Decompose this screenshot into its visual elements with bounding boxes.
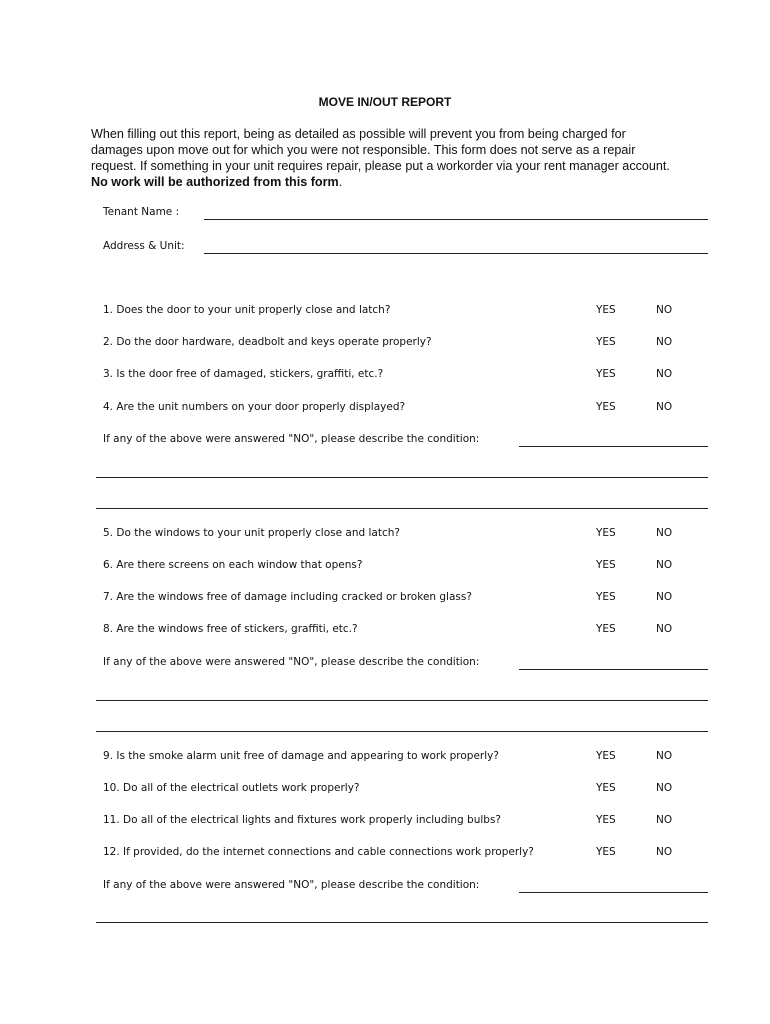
- no-option-6[interactable]: NO: [656, 559, 673, 571]
- intro-text: When filling out this report, being as detailed as possible will prevent you from being charged for damages upon move out for which you were not responsible. This form does not serve as a repair request. If something in your unit requires repair, please put a workorder via your rent manager account.: [91, 127, 670, 173]
- question-5: 5. Do the windows to your unit properly close and latch?: [103, 527, 400, 539]
- page-title: MOVE IN/OUT REPORT: [318, 95, 452, 109]
- describe-field-1[interactable]: [519, 446, 708, 447]
- describe-field-2[interactable]: [519, 669, 708, 670]
- question-4: 4. Are the unit numbers on your door properly displayed?: [103, 401, 406, 413]
- question-9: 9. Is the smoke alarm unit free of damage and appearing to work properly?: [103, 750, 499, 762]
- no-option-11[interactable]: NO: [656, 814, 673, 826]
- yes-option-4[interactable]: YES: [596, 401, 616, 413]
- describe-line-1a[interactable]: [96, 477, 708, 478]
- question-10: 10. Do all of the electrical outlets work properly?: [103, 782, 360, 794]
- yes-option-9[interactable]: YES: [596, 750, 616, 762]
- describe-line-3a[interactable]: [96, 922, 708, 923]
- yes-option-12[interactable]: YES: [596, 846, 616, 858]
- no-option-4[interactable]: NO: [656, 401, 673, 413]
- no-option-2[interactable]: NO: [656, 336, 673, 348]
- question-3: 3. Is the door free of damaged, stickers, graffiti, etc.?: [103, 368, 384, 380]
- yes-option-7[interactable]: YES: [596, 591, 616, 603]
- address-unit-label: Address & Unit:: [103, 240, 185, 252]
- question-2: 2. Do the door hardware, deadbolt and keys operate properly?: [103, 336, 432, 348]
- question-7: 7. Are the windows free of damage including cracked or broken glass?: [103, 591, 472, 603]
- tenant-name-field[interactable]: [204, 219, 708, 220]
- no-option-1[interactable]: NO: [656, 304, 673, 316]
- yes-option-1[interactable]: YES: [596, 304, 616, 316]
- describe-field-3[interactable]: [519, 892, 708, 893]
- no-option-10[interactable]: NO: [656, 782, 673, 794]
- describe-prompt-3: If any of the above were answered "NO", please describe the condition:: [103, 879, 480, 891]
- question-1: 1. Does the door to your unit properly close and latch?: [103, 304, 391, 316]
- no-option-12[interactable]: NO: [656, 846, 673, 858]
- no-option-7[interactable]: NO: [656, 591, 673, 603]
- tenant-name-label: Tenant Name :: [103, 206, 180, 218]
- no-option-5[interactable]: NO: [656, 527, 673, 539]
- describe-prompt-2: If any of the above were answered "NO", please describe the condition:: [103, 656, 480, 668]
- intro-end: .: [338, 175, 343, 189]
- yes-option-3[interactable]: YES: [596, 368, 616, 380]
- describe-prompt-1: If any of the above were answered "NO", please describe the condition:: [103, 433, 480, 445]
- intro-paragraph: [91, 126, 676, 190]
- no-option-3[interactable]: NO: [656, 368, 673, 380]
- intro-bold-notice: No work will be authorized from this form: [91, 175, 339, 189]
- describe-line-2a[interactable]: [96, 700, 708, 701]
- no-option-9[interactable]: NO: [656, 750, 673, 762]
- describe-line-2b[interactable]: [96, 731, 708, 732]
- yes-option-6[interactable]: YES: [596, 559, 616, 571]
- no-option-8[interactable]: NO: [656, 623, 673, 635]
- yes-option-11[interactable]: YES: [596, 814, 616, 826]
- question-6: 6. Are there screens on each window that opens?: [103, 559, 363, 571]
- question-12: 12. If provided, do the internet connections and cable connections work properly?: [103, 846, 534, 858]
- yes-option-2[interactable]: YES: [596, 336, 616, 348]
- describe-line-1b[interactable]: [96, 508, 708, 509]
- address-unit-field[interactable]: [204, 253, 708, 254]
- question-11: 11. Do all of the electrical lights and fixtures work properly including bulbs?: [103, 814, 502, 826]
- yes-option-5[interactable]: YES: [596, 527, 616, 539]
- question-8: 8. Are the windows free of stickers, graffiti, etc.?: [103, 623, 358, 635]
- yes-option-10[interactable]: YES: [596, 782, 616, 794]
- yes-option-8[interactable]: YES: [596, 623, 616, 635]
